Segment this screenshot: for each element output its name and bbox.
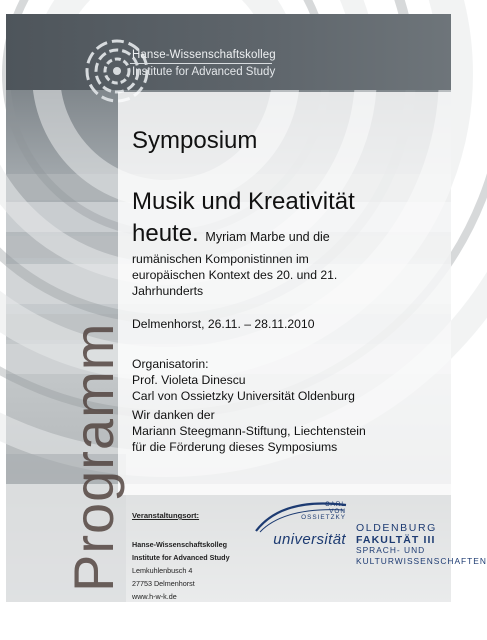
event-title-subline: Myriam Marbe und die xyxy=(205,230,330,244)
thanks-line: Wir danken der xyxy=(132,408,215,422)
faculty-line2: KULTURWISSENSCHAFTEN xyxy=(356,555,487,566)
event-title-line1: Musik und Kreativität xyxy=(132,188,355,215)
organizer-university: Carl von Ossietzky Universität Oldenburg xyxy=(132,389,355,403)
university-logo xyxy=(254,501,350,548)
faculty-name: FAKULTÄT III xyxy=(356,534,436,546)
thanks-line: Mariann Steegmann-Stiftung, Liechtenstein xyxy=(132,424,366,438)
faculty-city: OLDENBURG xyxy=(356,522,437,534)
venue-name: Hanse-Wissenschaftskolleg xyxy=(132,540,228,549)
thanks-block xyxy=(132,407,366,455)
event-title-continuation xyxy=(132,251,337,299)
event-title-text: rumänischen Komponistinnen im xyxy=(132,252,309,266)
venue-subtitle: Institute for Advanced Study xyxy=(132,553,230,562)
university-logo-top xyxy=(301,502,346,522)
university-logo-word: universität xyxy=(273,531,346,548)
organizer-heading: Organisatorin: xyxy=(132,357,209,371)
thanks-line: für die Förderung dieses Symposiums xyxy=(132,440,338,454)
event-type: Symposium xyxy=(132,127,258,154)
university-logo-line: CARL xyxy=(324,501,346,508)
programm-vertical-title: Programm xyxy=(62,322,125,592)
place-date: Delmenhorst, 26.11. – 28.11.2010 xyxy=(132,317,315,331)
institute-name: Hanse-Wissenschaftskolleg xyxy=(132,49,276,61)
event-title-heute: heute. xyxy=(132,220,199,247)
venue-street: Lemkuhlenbusch 4 xyxy=(132,566,193,575)
university-logo-line: OSSIETZKY xyxy=(301,514,346,521)
event-title-text: Jahrhunderts xyxy=(132,284,204,298)
organizer-name: Prof. Violeta Dinescu xyxy=(132,373,246,387)
venue-block xyxy=(132,509,230,603)
venue-web[interactable]: www.h-w-k.de xyxy=(132,592,177,601)
organizer-block xyxy=(132,356,355,404)
venue-heading: Veranstaltungsort: xyxy=(132,511,200,520)
university-logo-line: VON xyxy=(329,507,346,515)
faculty-logo xyxy=(356,522,487,566)
faculty-line1: SPRACH- UND xyxy=(356,545,426,555)
event-title-text: europäischen Kontext des 20. und 21. xyxy=(132,268,338,282)
event-title-line2 xyxy=(132,220,330,248)
venue-city: 27753 Delmenhorst xyxy=(132,579,195,588)
institute-subtitle: Institute for Advanced Study xyxy=(132,66,276,78)
